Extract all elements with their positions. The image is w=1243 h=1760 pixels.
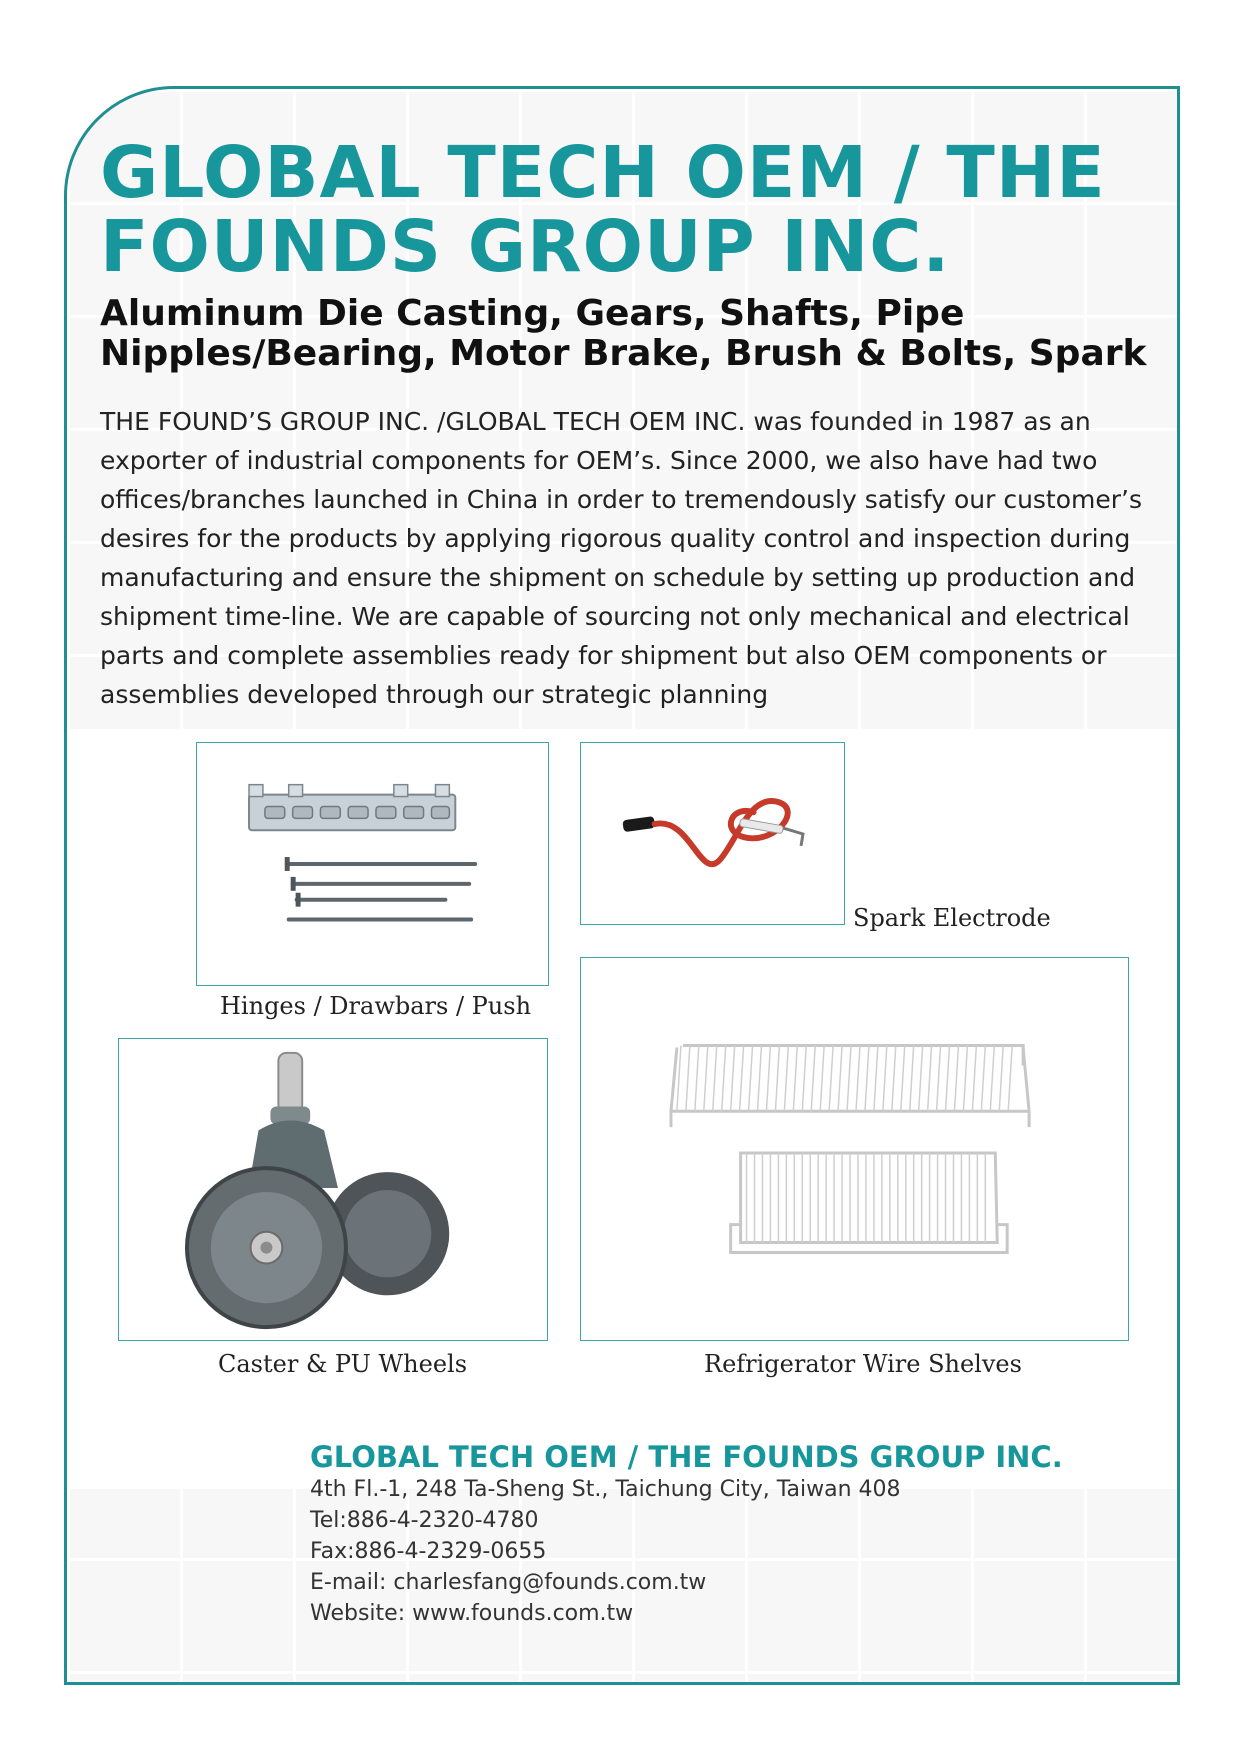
spark-caption: Spark Electrode (853, 904, 1051, 932)
footer-tel: Tel:886-4-2320-4780 (310, 1508, 539, 1533)
shelf-wire (811, 1046, 815, 1112)
footer-website: Website: www.founds.com.tw (310, 1601, 634, 1626)
intro-paragraph: THE FOUND’S GROUP INC. /GLOBAL TECH OEM INC. was founded in 1987 as an exporter of industrial components for OEM’s. Since 2000, we also have had two offices/branches launched in China in order to tremendously satisfy our customer’s desires for the products by applying rigorous quality control and inspection during manufacturing and ensure the shipment on schedule by setting up production and shipment time-line. We are capable of sourcing not only mechanical and electrical parts and complete assemblies ready for shipment but also OEM components or assemblies developed through our strategic planning (100, 407, 1143, 709)
shelf-wire (892, 1046, 896, 1112)
shelf-wire (963, 1046, 967, 1112)
shelf-wire (954, 1046, 958, 1112)
page-subtitle: Aluminum Die Casting, Gears, Shafts, Pipe Nipples/Bearing, Motor Brake, Brush & Bolts, Spark (100, 293, 1147, 374)
shelf-wire (919, 1046, 923, 1112)
shelf-wire (758, 1046, 762, 1112)
shelf-wire (856, 1046, 860, 1112)
shelf-wire (766, 1046, 770, 1112)
shelf-wire (999, 1046, 1003, 1112)
shelf-wire (865, 1046, 869, 1112)
caster-photo (118, 1038, 548, 1341)
shelves-photo (580, 957, 1129, 1341)
caster-caption: Caster & PU Wheels (218, 1350, 468, 1378)
shelf-wire (972, 1046, 976, 1112)
shelf-wire (883, 1046, 887, 1112)
spark-electrode-illustration (581, 743, 844, 924)
shelf-wire (731, 1046, 735, 1112)
shelf-wire (793, 1046, 797, 1112)
shelf-wire (749, 1046, 753, 1112)
page-title: GLOBAL TECH OEM / THE FOUNDS GROUP INC. (100, 131, 1106, 288)
shelf-wire (722, 1046, 726, 1112)
shelf-wire (910, 1046, 914, 1112)
shelf-wire (802, 1046, 806, 1112)
footer-address: 4th Fl.-1, 248 Ta-Sheng St., Taichung City, Taiwan 408 (310, 1477, 901, 1502)
shelf-wire (874, 1046, 878, 1112)
shelf-wire (928, 1046, 932, 1112)
caster-wheel-illustration (119, 1039, 547, 1340)
shelf-wire (847, 1046, 851, 1112)
shelf-wire (990, 1046, 994, 1112)
hinges-drawbars-illustration (197, 743, 548, 985)
hinges-photo (196, 742, 549, 986)
shelf-wire (838, 1046, 842, 1112)
shelf-wire (695, 1046, 699, 1112)
spark-photo (580, 742, 845, 925)
shelf-wire (775, 1046, 779, 1112)
shelf-wire (704, 1046, 708, 1112)
shelf-wire (713, 1046, 717, 1112)
shelf-wire (1008, 1046, 1012, 1112)
shelf-wire (686, 1046, 690, 1112)
shelf-wire (901, 1046, 905, 1112)
shelf-wire (740, 1046, 744, 1112)
shelf-wire (981, 1046, 985, 1112)
footer-email: E-mail: charlesfang@founds.com.tw (310, 1570, 707, 1595)
shelf-wire (946, 1046, 950, 1112)
shelves-caption: Refrigerator Wire Shelves (704, 1350, 1022, 1378)
footer-company: GLOBAL TECH OEM / THE FOUNDS GROUP INC. (310, 1440, 1063, 1474)
footer-fax: Fax:886-4-2329-0655 (310, 1539, 547, 1564)
shelf-wire (820, 1046, 824, 1112)
wire-shelves-illustration (581, 958, 1128, 1340)
shelf-wire (784, 1046, 788, 1112)
shelf-wire (937, 1046, 941, 1112)
hinges-caption: Hinges / Drawbars / Push (220, 992, 532, 1020)
shelf-wire (829, 1046, 833, 1112)
